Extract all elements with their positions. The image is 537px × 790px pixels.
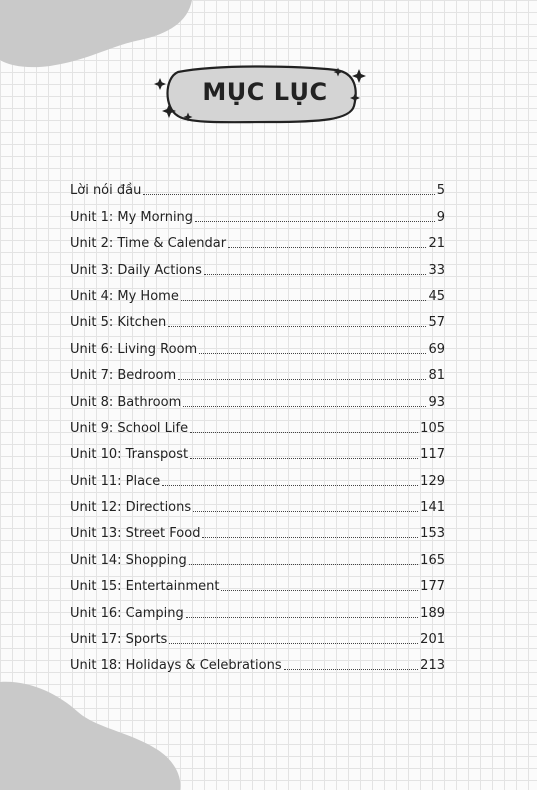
toc-entry[interactable] [70,489,445,515]
dot-leader [199,352,426,354]
toc-entry-page: 165 [420,552,445,568]
toc-entry-label: Unit 12: Directions [70,500,192,516]
toc-entry-label: Unit 15: Entertainment [70,579,220,595]
toc-entry[interactable] [70,383,445,409]
dot-leader [168,325,426,327]
toc-entry-label: Unit 3: Daily Actions [70,262,202,278]
toc-entry[interactable] [70,410,445,436]
toc-entry-page: 117 [420,447,445,463]
toc-entry[interactable] [70,462,445,488]
decorative-blob-bottom [0,680,200,790]
toc-entry-page: 57 [428,315,445,331]
dot-leader [193,510,418,512]
toc-entry[interactable] [70,594,445,620]
toc-entry[interactable] [70,436,445,462]
toc-entry-page: 153 [420,526,445,542]
page-title: MỤC LỤC [202,78,328,106]
toc-entry-label: Unit 10: Transpost [70,447,189,463]
toc-entry-page: 93 [428,394,445,410]
dot-leader [181,299,427,301]
toc-entry-label: Unit 14: Shopping [70,552,187,568]
toc-entry-page: 69 [428,341,445,357]
dot-leader [284,668,419,670]
toc-entry-label: Unit 8: Bathroom [70,394,182,410]
dot-leader [190,457,418,459]
toc-entry[interactable] [70,330,445,356]
toc-entry-label: Unit 7: Bedroom [70,368,177,384]
toc-entry[interactable] [70,198,445,224]
toc-entry-page: 9 [436,209,445,225]
dot-leader [189,563,418,565]
toc-entry[interactable] [70,568,445,594]
toc-entry[interactable] [70,541,445,567]
toc-entry-page: 33 [428,262,445,278]
toc-entry-page: 45 [428,288,445,304]
toc-entry[interactable] [70,515,445,541]
toc-entry[interactable] [70,647,445,673]
toc-entry[interactable] [70,357,445,383]
dot-leader [228,246,426,248]
dot-leader [190,431,418,433]
dot-leader [186,616,418,618]
toc-entry-label: Unit 4: My Home [70,288,179,304]
toc-entry-label: Lời nói đầu [70,183,142,199]
toc-entry-page: 81 [428,368,445,384]
toc-entry[interactable] [70,278,445,304]
toc-entry-page: 189 [420,605,445,621]
dot-leader [202,536,418,538]
toc-entry[interactable] [70,251,445,277]
toc-entry-page: 213 [420,658,445,674]
toc-entry-page: 129 [420,473,445,489]
toc-entry-label: Unit 1: My Morning [70,209,194,225]
toc-entry-label: Unit 17: Sports [70,632,168,648]
toc-entry-label: Unit 9: School Life [70,420,189,436]
toc-entry-page: 141 [420,500,445,516]
dot-leader [204,273,427,275]
toc-entry-page: 177 [420,579,445,595]
toc-entry-page: 201 [420,632,445,648]
dot-leader [162,484,418,486]
title-badge [150,60,380,140]
table-of-contents [70,172,445,673]
toc-entry-page: 21 [428,236,445,252]
dot-leader [169,642,418,644]
dot-leader [178,378,426,380]
toc-entry[interactable] [70,172,445,198]
toc-entry-label: Unit 5: Kitchen [70,315,167,331]
toc-entry-label: Unit 2: Time & Calendar [70,236,227,252]
toc-entry-label: Unit 6: Living Room [70,341,198,357]
toc-entry-label: Unit 16: Camping [70,605,184,621]
toc-entry[interactable] [70,621,445,647]
toc-entry-label: Unit 18: Holidays & Celebrations [70,658,282,674]
dot-leader [195,220,435,222]
toc-entry[interactable] [70,304,445,330]
dot-leader [221,589,418,591]
dot-leader [183,405,426,407]
toc-entry[interactable] [70,225,445,251]
toc-entry-page: 105 [420,420,445,436]
toc-entry-page: 5 [436,183,445,199]
toc-entry-label: Unit 11: Place [70,473,161,489]
dot-leader [143,193,434,195]
toc-entry-label: Unit 13: Street Food [70,526,201,542]
